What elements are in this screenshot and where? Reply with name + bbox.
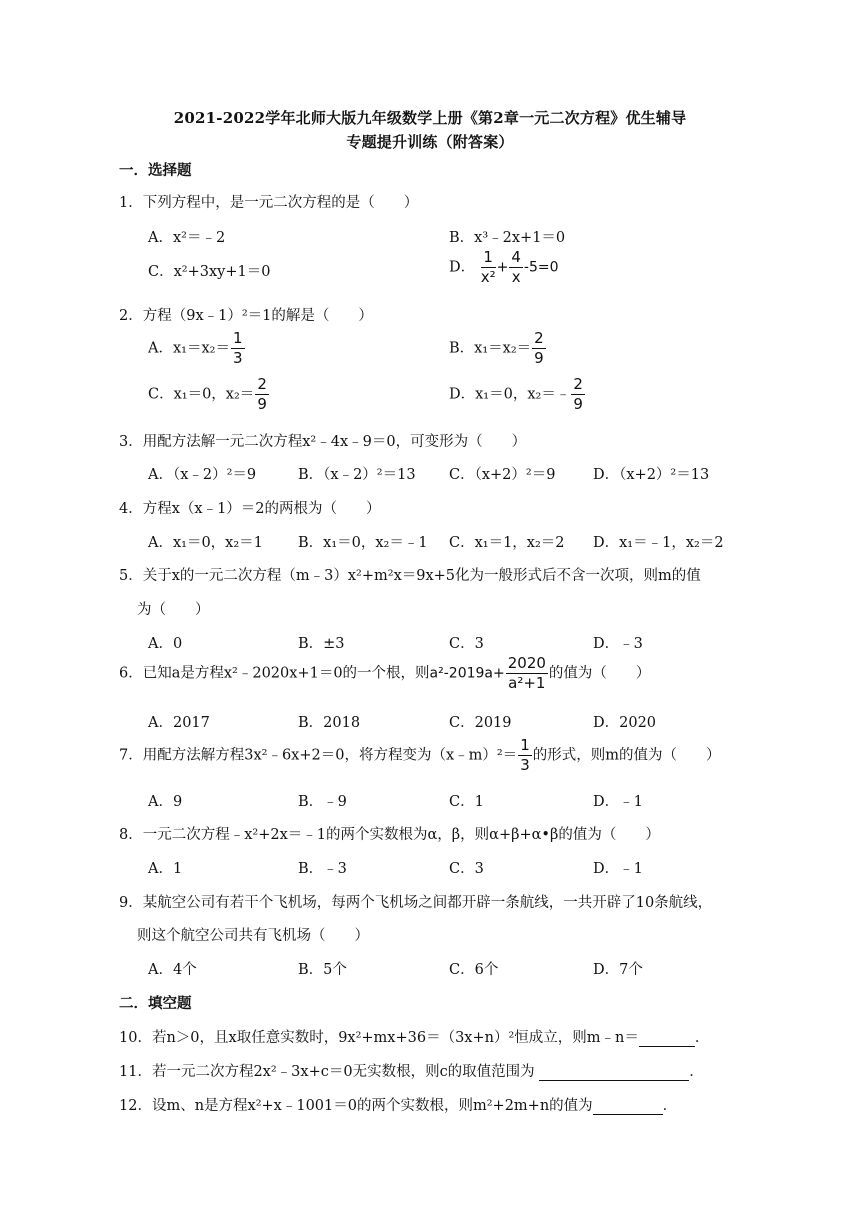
q7-stem-pre: 7．用配方法解方程3x²﹣6x+2＝0，将方程变为（x﹣m）²＝ <box>119 747 518 764</box>
q10-end: ． <box>694 1030 710 1046</box>
q9-option-c: C．6个 <box>449 962 499 978</box>
q2-b-prefix: B．x₁＝x₂＝ <box>449 340 532 357</box>
q7-option-c: C．1 <box>449 794 484 810</box>
q3-option-a: A．（x﹣2）²＝9 <box>148 467 257 483</box>
q9-option-a: A．4个 <box>148 962 197 978</box>
q6-option-a: A．2017 <box>148 715 210 731</box>
q11-stem <box>119 1060 739 1081</box>
q11-stem-text: 11．若一元二次方程2x²﹣3x+c＝0无实数根，则c的取值范围为 <box>119 1064 535 1080</box>
q1-d-plus: + <box>496 259 509 276</box>
q9-option-b: B．5个 <box>298 962 347 978</box>
q3-option-b: B．（x﹣2）²＝13 <box>298 467 416 483</box>
q1-d-prefix: D． <box>449 259 476 276</box>
q3-stem: 3．用配方法解一元二次方程x²﹣4x﹣9＝0，可变形为（ ） <box>119 434 527 450</box>
q7-stem <box>119 738 739 773</box>
q1-d-den1: x² <box>480 268 496 286</box>
q1-stem: 1．下列方程中，是一元二次方程的是（ ） <box>119 195 419 211</box>
q2-option-c <box>148 377 270 412</box>
q5-option-c: C．3 <box>449 636 484 652</box>
q12-stem-text: 12．设m、n是方程x²+x﹣1001＝0的两个实数根，则m²+2m+n的值为 <box>119 1098 593 1114</box>
q2-c-num: 2 <box>257 375 267 393</box>
q6-stem <box>119 656 739 691</box>
q7-fraction <box>518 738 532 773</box>
q1-d-tail: -5=0 <box>523 259 559 276</box>
q2-stem: 2．方程（9x﹣1）²＝1的解是（ ） <box>119 308 373 324</box>
q6-option-d: D．2020 <box>593 715 657 731</box>
q2-a-prefix: A．x₁＝x₂＝ <box>148 340 230 357</box>
q8-option-d: D．﹣1 <box>593 861 643 877</box>
q2-option-b <box>449 331 547 366</box>
q10-answer-blank[interactable] <box>639 1032 695 1047</box>
q2-b-den: 9 <box>534 349 544 367</box>
q7-option-d: D．﹣1 <box>593 794 643 810</box>
q11-answer-blank[interactable] <box>539 1066 689 1081</box>
q4-option-d: D．x₁＝﹣1，x₂＝2 <box>593 535 724 551</box>
q2-d-den: 9 <box>573 395 583 413</box>
q1-option-c: C．x²+3xy+1＝0 <box>148 264 271 280</box>
q9-stem-line1: 9．某航空公司有若干个飞机场，每两个飞机场之间都开辟一条航线，一共开辟了10条航线， <box>119 895 713 911</box>
q2-a-num: 1 <box>232 329 243 347</box>
q6-option-b: B．2018 <box>298 715 361 731</box>
q2-a-fraction <box>231 331 245 366</box>
q7-stem-post: 的形式，则m的值为（ ） <box>532 747 721 764</box>
q3-option-d: D．（x+2）²＝13 <box>593 467 710 483</box>
q12-answer-blank[interactable] <box>593 1100 663 1115</box>
q1-option-a: A．x²＝﹣2 <box>148 230 226 246</box>
q5-stem-line2: 为（ ） <box>137 602 210 618</box>
q7-option-a: A．9 <box>148 794 183 810</box>
q5-option-b: B．±3 <box>298 636 345 652</box>
q6-expr: a²-2019a+ <box>429 665 505 682</box>
q1-option-d <box>449 250 559 285</box>
q6-num: 2020 <box>507 654 546 672</box>
q12-stem <box>119 1094 739 1115</box>
q8-option-a: A．1 <box>148 861 183 877</box>
q10-stem <box>119 1026 739 1047</box>
q7-num: 1 <box>520 736 530 754</box>
q4-option-b: B．x₁＝0，x₂＝﹣1 <box>298 535 428 551</box>
section-fill: 二．填空题 <box>119 995 192 1012</box>
q2-c-fraction <box>255 377 269 412</box>
q4-stem: 4．方程x（x﹣1）＝2的两根为（ ） <box>119 501 381 517</box>
q5-option-a: A．0 <box>148 636 183 652</box>
doc-title-line2: 专题提升训练（附答案） <box>346 133 514 151</box>
q1-d-fraction1 <box>481 250 496 285</box>
q2-option-d <box>449 377 586 412</box>
q2-c-den: 9 <box>257 395 267 413</box>
section-choice: 一．选择题 <box>119 162 192 179</box>
q2-d-prefix: D．x₁＝0，x₂＝﹣ <box>449 386 571 403</box>
q7-option-b: B．﹣9 <box>298 794 347 810</box>
q3-option-c: C．（x+2）²＝9 <box>449 467 556 483</box>
q2-a-den: 3 <box>232 349 243 367</box>
q12-end: ． <box>662 1098 678 1114</box>
q11-end: ． <box>689 1064 704 1080</box>
q8-option-b: B．﹣3 <box>298 861 347 877</box>
q2-option-a <box>148 331 246 366</box>
q2-b-num: 2 <box>534 329 544 347</box>
q2-b-fraction <box>532 331 546 366</box>
q4-option-c: C．x₁＝1，x₂＝2 <box>449 535 565 551</box>
q2-d-num: 2 <box>573 375 583 393</box>
q6-stem-post: 的值为（ ） <box>548 665 651 682</box>
q6-stem-pre: 6．已知a是方程x²﹣2020x+1＝0的一个根，则 <box>119 665 430 682</box>
q9-stem-line2: 则这个航空公司共有飞机场（ ） <box>137 928 369 944</box>
q2-d-fraction <box>571 377 585 412</box>
q6-den: a²+1 <box>508 674 546 692</box>
q4-option-a: A．x₁＝0，x₂＝1 <box>148 535 263 551</box>
q1-d-fraction2 <box>509 250 523 285</box>
q8-option-c: C．3 <box>449 861 484 877</box>
q6-fraction <box>506 656 548 691</box>
doc-title-line1: 2021-2022学年北师大版九年级数学上册《第2章一元二次方程》优生辅导 <box>173 109 687 127</box>
q1-d-num1: 1 <box>481 250 496 268</box>
q1-option-b: B．x³﹣2x+1＝0 <box>449 230 566 246</box>
q7-den: 3 <box>520 756 530 774</box>
q2-c-prefix: C．x₁＝0，x₂＝ <box>148 386 255 403</box>
q10-stem-text: 10．若n＞0，且x取任意实数时，9x²+mx+36＝（3x+n）²恒成立，则m﹣n＝ <box>119 1030 639 1046</box>
q1-d-num2: 4 <box>511 248 521 266</box>
q6-option-c: C．2019 <box>449 715 512 731</box>
q5-stem-line1: 5．关于x的一元二次方程（m﹣3）x²+m²x＝9x+5化为一般形式后不含一次项，则m的值 <box>119 568 701 584</box>
q5-option-d: D．﹣3 <box>593 636 643 652</box>
q9-option-d: D．7个 <box>593 962 643 978</box>
q8-stem: 8．一元二次方程﹣x²+2x＝﹣1的两个实数根为α，β，则α+β+α•β的值为（ ） <box>119 827 660 843</box>
q1-d-den2: x <box>511 268 521 286</box>
